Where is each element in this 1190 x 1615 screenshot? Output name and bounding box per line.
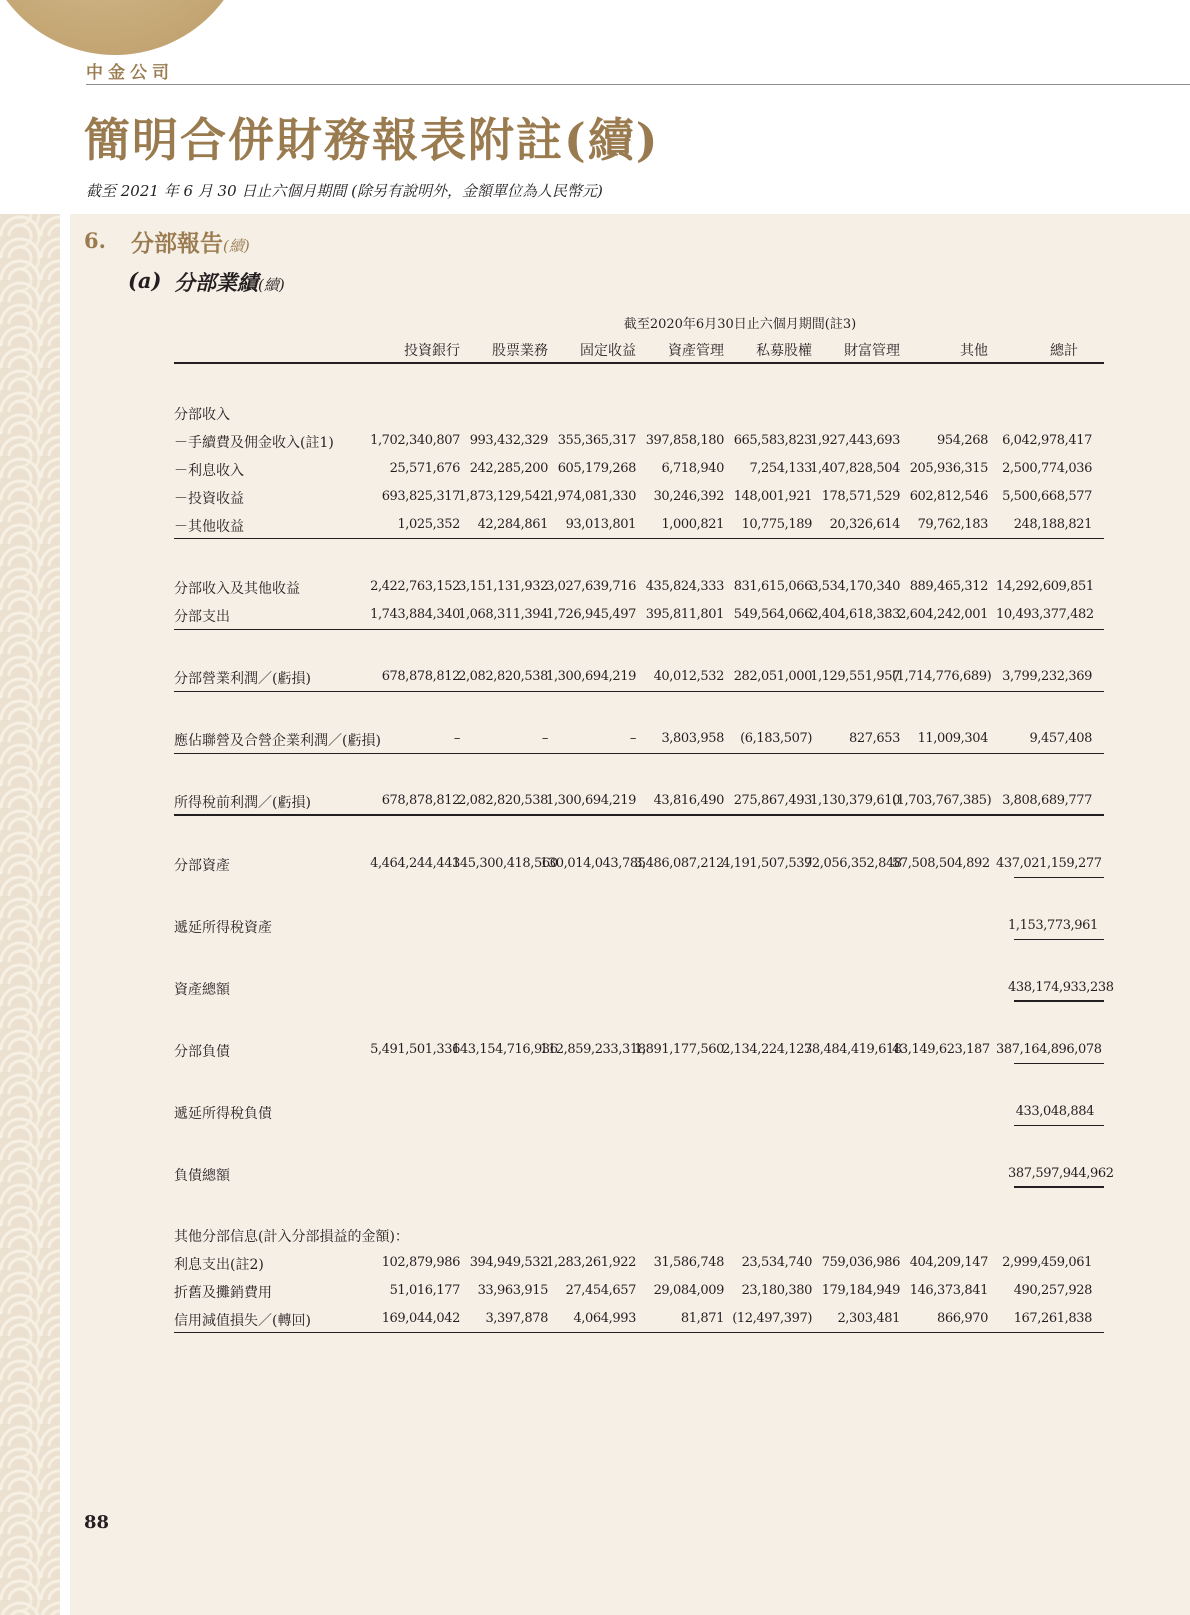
table-cell: 2,999,459,061: [1002, 1255, 1092, 1270]
table-cell: 20,326,614: [829, 517, 900, 532]
table-cell: 29,084,009: [653, 1283, 724, 1298]
table-cell: 889,465,312: [909, 579, 988, 594]
table-cell: 3,151,131,932: [458, 579, 548, 594]
total-cell: 387,597,944,962: [1008, 1166, 1114, 1181]
table-cell: 130,014,043,785: [540, 856, 646, 871]
table-cell: 57,508,504,892: [892, 856, 990, 871]
table-cell: 3,534,170,340: [810, 579, 900, 594]
table-cell: 10,775,189: [741, 517, 812, 532]
table-cell: 7,254,133: [749, 461, 812, 476]
table-cell: 51,016,177: [389, 1283, 460, 1298]
table-cell: 148,001,921: [733, 489, 812, 504]
table-cell: 1,407,828,504: [810, 461, 900, 476]
table-cell: 4,064,993: [573, 1311, 636, 1326]
subsection-title-text: 分部業績: [174, 270, 258, 295]
row-rule: [174, 691, 1104, 692]
table-cell: 395,811,801: [645, 607, 724, 622]
table-cell: 2,604,242,001: [898, 607, 988, 622]
row-label: 利息支出(註2): [174, 1257, 264, 1273]
table-cell: 2,404,618,383: [810, 607, 900, 622]
table-cell: 5,500,668,577: [1002, 489, 1092, 504]
table-cell: 2,500,774,036: [1002, 461, 1092, 476]
row-label: 其他分部信息(計入分部損益的金額)：: [174, 1229, 409, 1245]
table-cell: 5,491,501,336: [370, 1042, 460, 1057]
table-cell: 397,858,180: [645, 433, 724, 448]
table-cell: 33,963,915: [477, 1283, 548, 1298]
col-header: 資產管理: [668, 343, 724, 359]
table-cell: 9,457,408: [1029, 731, 1092, 746]
table-cell: 1,300,694,219: [546, 669, 636, 684]
table-cell: 435,824,333: [645, 579, 724, 594]
row-label: 折舊及攤銷費用: [174, 1285, 272, 1301]
total-rule: [1014, 1186, 1104, 1188]
page-subtitle: 截至 2021 年 6 月 30 日止六個月期間 (除另有說明外，金額單位為人民幣元): [86, 182, 603, 200]
total-rule: [1014, 1000, 1104, 1002]
total-rule: [1014, 1125, 1104, 1126]
table-cell: –: [541, 731, 548, 746]
table-cell: 102,879,986: [381, 1255, 460, 1270]
table-cell: (1,714,776,689): [892, 669, 992, 684]
table-cell: 169,044,042: [381, 1311, 460, 1326]
col-header: 固定收益: [580, 343, 636, 359]
table-cell: 179,184,949: [821, 1283, 900, 1298]
table-cell: 1,283,261,922: [546, 1255, 636, 1270]
table-cell: 954,268: [937, 433, 988, 448]
table-cell: 602,812,546: [909, 489, 988, 504]
table-cell: 1,129,551,957: [810, 669, 900, 684]
total-rule: [1014, 939, 1104, 940]
period-header: 截至2020年6月30日止六個月期間(註3): [623, 317, 857, 332]
table-cell: 93,013,801: [565, 517, 636, 532]
table-cell: –: [453, 731, 460, 746]
table-cell: 2,303,481: [837, 1311, 900, 1326]
table-cell: –: [629, 731, 636, 746]
table-cell: 1,927,443,693: [810, 433, 900, 448]
table-cell: 81,871: [680, 1311, 724, 1326]
table-cell: 79,762,183: [917, 517, 988, 532]
table-cell: 605,179,268: [557, 461, 636, 476]
table-cell: 831,615,066: [733, 579, 812, 594]
table-cell: 112,859,233,318: [540, 1042, 646, 1057]
table-cell: 11,009,304: [917, 731, 988, 746]
table-cell: 4,191,507,537: [722, 856, 812, 871]
table-cell: 866,970: [937, 1311, 988, 1326]
table-cell: 1,702,340,807: [370, 433, 460, 448]
section-cont: (續): [223, 237, 250, 255]
row-label: 信用減值損失／(轉回): [174, 1313, 311, 1329]
table-cell: 40,012,532: [653, 669, 724, 684]
total-cell: 438,174,933,238: [1008, 980, 1114, 995]
col-header: 財富管理: [844, 343, 900, 359]
col-header: 其他: [960, 343, 988, 359]
table-cell: 145,300,418,560: [452, 856, 558, 871]
table-cell: 2,082,820,538: [458, 669, 548, 684]
table-cell: 23,534,740: [741, 1255, 812, 1270]
table-cell: 678,878,812: [381, 669, 460, 684]
company-name: 中金公司: [86, 63, 174, 83]
table-cell: 242,285,200: [469, 461, 548, 476]
total-rule: [1014, 1063, 1104, 1064]
col-header: 總計: [1050, 343, 1078, 359]
table-cell: 10,493,377,482: [996, 607, 1094, 622]
total-rule: [1014, 877, 1104, 878]
table-cell: 178,571,529: [821, 489, 900, 504]
row-label: 分部收入及其他收益: [174, 581, 300, 597]
table-cell: 1,000,821: [661, 517, 724, 532]
row-label: －利息收入: [174, 463, 244, 479]
row-label: 分部收入: [174, 407, 230, 423]
table-cell: 678,878,812: [381, 793, 460, 808]
table-cell: 205,936,315: [909, 461, 988, 476]
table-cell: 2,134,224,123: [722, 1042, 812, 1057]
table-cell: 2,422,763,152: [370, 579, 460, 594]
table-cell: 3,803,958: [661, 731, 724, 746]
table-cell: 248,188,821: [1013, 517, 1092, 532]
table-cell: 167,261,838: [1013, 1311, 1092, 1326]
table-cell: 1,300,694,219: [546, 793, 636, 808]
row-label: －投資收益: [174, 491, 244, 507]
table-cell: 43,816,490: [653, 793, 724, 808]
row-label: 分部負債: [174, 1044, 230, 1060]
table-cell: 437,021,159,277: [996, 856, 1102, 871]
table-cell: 3,027,639,716: [546, 579, 636, 594]
row-label: 分部資產: [174, 858, 230, 874]
row-label: 遞延所得稅負債: [174, 1106, 272, 1122]
col-header: 私募股權: [756, 343, 812, 359]
table-cell: 143,154,716,936: [452, 1042, 558, 1057]
content-panel: [70, 214, 1190, 1615]
table-cell: 1,873,129,542: [458, 489, 548, 504]
table-cell: 355,365,317: [557, 433, 636, 448]
table-cell: 3,799,232,369: [1002, 669, 1092, 684]
table-cell: 23,180,380: [741, 1283, 812, 1298]
table-cell: 92,056,352,848: [804, 856, 902, 871]
table-cell: 14,292,609,851: [996, 579, 1094, 594]
table-cell: (12,497,397): [732, 1311, 812, 1326]
table-cell: 3,808,689,777: [1002, 793, 1092, 808]
table-cell: 3,397,878: [485, 1311, 548, 1326]
table-cell: 42,284,861: [477, 517, 548, 532]
total-cell: 433,048,884: [1015, 1104, 1094, 1119]
table-cell: 31,586,748: [653, 1255, 724, 1270]
table-cell: 146,373,841: [909, 1283, 988, 1298]
row-label: 遞延所得稅資產: [174, 920, 272, 936]
table-cell: 78,484,419,618: [804, 1042, 902, 1057]
subsection-label: (a): [128, 268, 162, 293]
header-rule: [86, 84, 1190, 85]
table-cell: 404,209,147: [909, 1255, 988, 1270]
row-rule: [174, 753, 1104, 754]
row-label: 應佔聯營及合營企業利潤／(虧損): [174, 733, 381, 749]
table-cell: 282,051,000: [733, 669, 812, 684]
col-header: 投資銀行: [404, 343, 460, 359]
header-underline: [174, 362, 1104, 364]
section-number: 6.: [84, 228, 106, 253]
page-number: 88: [84, 1512, 110, 1533]
table-cell: 759,036,986: [821, 1255, 900, 1270]
row-label: 資產總額: [174, 982, 230, 998]
table-cell: 1,130,379,610: [810, 793, 900, 808]
table-cell: 490,257,928: [1013, 1283, 1092, 1298]
wave-pattern-strip: [0, 214, 60, 1615]
total-cell: 1,153,773,961: [1008, 918, 1098, 933]
table-cell: 665,583,823: [733, 433, 812, 448]
table-cell: 25,571,676: [389, 461, 460, 476]
table-cell: 6,718,940: [661, 461, 724, 476]
table-cell: 1,025,352: [397, 517, 460, 532]
row-label: －手續費及佣金收入(註1): [174, 435, 334, 451]
table-cell: 275,867,493: [733, 793, 812, 808]
table-cell: 3,486,087,212: [634, 856, 724, 871]
col-header: 股票業務: [492, 343, 548, 359]
section-title-text: 分部報告: [131, 230, 223, 257]
table-cell: 30,246,392: [653, 489, 724, 504]
table-cell: 6,042,978,417: [1002, 433, 1092, 448]
table-cell: 1,743,884,340: [370, 607, 460, 622]
page-title: 簡明合併財務報表附註(續): [84, 113, 660, 167]
section-title: [131, 225, 250, 258]
table-cell: 1,726,945,497: [546, 607, 636, 622]
row-rule: [174, 1332, 1104, 1333]
table-cell: 1,974,081,330: [546, 489, 636, 504]
row-label: 所得稅前利潤／(虧損): [174, 795, 311, 811]
table-cell: 27,454,657: [565, 1283, 636, 1298]
row-label: －其他收益: [174, 519, 244, 535]
table-cell: 394,949,532: [469, 1255, 548, 1270]
row-rule-thick: [174, 814, 1104, 816]
gold-disc-decoration: [0, 0, 250, 55]
table-cell: 1,891,177,560: [634, 1042, 724, 1057]
table-cell: 2,082,820,538: [458, 793, 548, 808]
subsection-cont: (續): [258, 276, 285, 294]
table-cell: 993,432,329: [469, 433, 548, 448]
table-cell: 693,825,317: [381, 489, 460, 504]
table-cell: (6,183,507): [740, 731, 812, 746]
row-rule: [174, 538, 1104, 539]
table-cell: 4,464,244,443: [370, 856, 460, 871]
row-label: 負債總額: [174, 1168, 230, 1184]
row-label: 分部營業利潤／(虧損): [174, 671, 311, 687]
table-cell: 549,564,066: [733, 607, 812, 622]
table-cell: 43,149,623,187: [892, 1042, 990, 1057]
row-rule: [174, 629, 1104, 630]
subsection-title: [174, 267, 285, 297]
table-cell: 387,164,896,078: [996, 1042, 1102, 1057]
table-cell: 1,068,311,394: [458, 607, 548, 622]
row-label: 分部支出: [174, 609, 230, 625]
table-cell: 827,653: [849, 731, 900, 746]
table-cell: (1,703,767,385): [892, 793, 992, 808]
